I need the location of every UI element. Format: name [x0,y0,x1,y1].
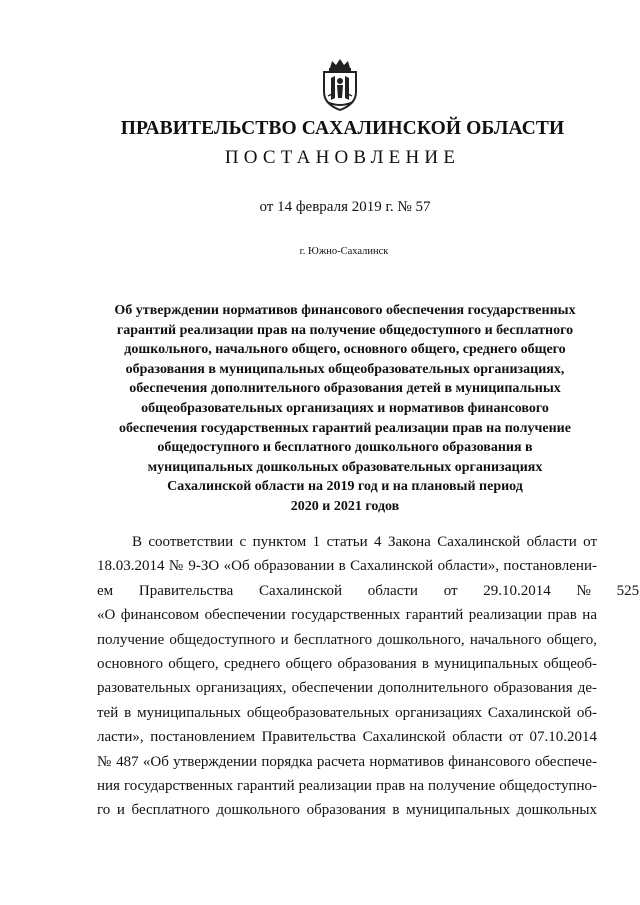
body-line: 18.03.2014 № 9-ЗО «Об образовании в Сахалинской области», постановлени- [97,558,597,575]
body-line: го и бесплатного дошкольного образования в муниципальных дошкольных [97,802,597,819]
subject-line: обеспечения государственных гарантий реализации прав на получение [119,420,571,436]
subject-line: обеспечения дополнительного образования детей в муниципальных [129,381,561,397]
subject-line: дошкольного, начального общего, основного общего, среднего общего [124,342,566,358]
body-line: ем Правительства Сахалинской области от 29.10.2014 № 525 [97,582,640,599]
document-body [97,530,640,823]
document-subject [90,301,600,517]
body-line: № 487 «Об утверждении порядка расчета нормативов финансового обеспече- [97,753,597,770]
body-line: разовательных организациях, обеспечении дополнительного образования де- [97,680,597,697]
subject-line: 2020 и 2021 годов [290,498,400,514]
body-line: основного общего, среднего общего образования в муниципальных общеоб- [97,656,597,673]
document-type: ПОСТАНОВЛЕНИЕ [224,147,461,168]
government-title: ПРАВИТЕЛЬСТВО САХАЛИНСКОЙ ОБЛАСТИ [120,118,565,139]
subject-line: Об утверждении нормативов финансового обеспечения государственных [114,303,576,318]
body-line: получение общедоступного и бесплатного дошкольного, начального общего, [97,631,597,648]
subject-line: образования в муниципальных общеобразовательных организациях, [125,361,565,377]
subject-line: общеобразовательных организациях и нормативов финансового [141,400,549,416]
body-line: ния государственных гарантий реализации прав на получение общедоступно- [97,778,597,795]
subject-line: общедоступного и бесплатного дошкольного образования в [157,440,533,456]
document-date-number: от 14 февраля 2019 г. № 57 [259,199,431,215]
document-city: г. Южно-Сахалинск [299,246,389,257]
body-line: ласти», постановлением Правительства Сахалинской области от 07.10.2014 [97,729,597,746]
body-line: В соответствии с пунктом 1 статьи 4 Закона Сахалинской области от [132,534,597,550]
body-line: тей в муниципальных общеобразовательных организациях Сахалинской об- [97,704,597,721]
subject-line: муниципальных дошкольных образовательных организациях [147,459,543,475]
body-line: «О финансовом обеспечении государственных гарантий реализации прав на [97,607,597,624]
coat-of-arms-icon [318,58,362,112]
subject-line: гарантий реализации прав на получение общедоступного и бесплатного [116,322,574,338]
subject-line: Сахалинской области на 2019 год и на плановый период [167,479,523,495]
